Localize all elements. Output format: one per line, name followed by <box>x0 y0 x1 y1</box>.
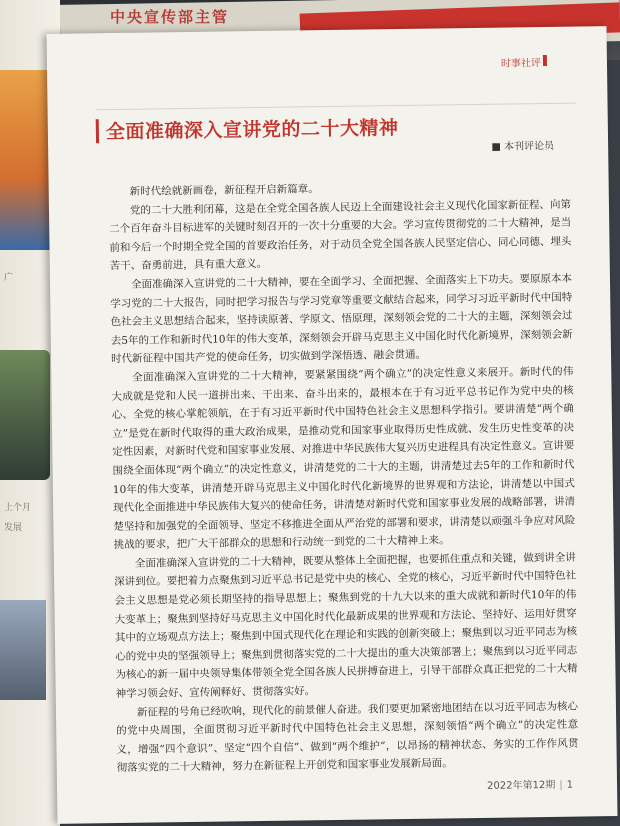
article-paragraph: 党的二十大胜利闭幕，这是在全党全国各族人民迈上全面建设社会主义现代化国家新征程、向第二个百年奋斗目标进军的关键时刻召开的一次十分重要的大会。学习宣传贯彻党的二十大精神，是当前和今后一个时期全党全国的首要政治任务，对于动员全党全国各族人民坚定信心、同心同德、埋头苦干、奋勇前进，具有重大意义。 <box>109 198 572 273</box>
section-label: 时事社评 <box>500 58 542 70</box>
article-paragraph: 全面准确深入宣讲党的二十大精神，既要从整体上全面把握，也要抓住重点和关键，做到讲全讲深讲到位。要把着力点聚焦到习近平总书记是党中央的核心、全党的核心，习近平新时代中国特色社会主义思想是党必须长期坚持的指导思想上；聚焦到党的十九大以来的重大成就和新时代10年的伟大变革上；聚焦到坚持好马克思主义中国化时代化最新成果的世界观和方法论、坚持好、运用好贯穿其中的立场观点方法上；聚焦到中国式现代化在理论和实践的创新突破上；聚焦到以习近平同志为核心的党中央的坚强领导上；聚焦到贯彻落实党的二十大提出的重大决策部署上；聚焦到以习近平同志为核心的新一届中央领导集体带领全党全国各族人民拼搏奋进上，引导干部群众真正把党的二十大精神学习领会好、宣传阐释好、贯彻落实好。 <box>114 551 578 701</box>
left-page-photo <box>0 600 46 700</box>
page-footer: 2022年第12期 | 1 <box>487 779 574 792</box>
left-page-fragment: 发展 <box>4 523 23 533</box>
left-page-photo <box>0 350 50 480</box>
article-paragraph: 全面准确深入宣讲党的二十大精神，要在全面学习、全面把握、全面落实上下功夫。要原原本本学习党的二十大报告，同时把学习报告与学习党章等重要文献结合起来，同学习习近平新时代中国特色社会主义思想结合起来，坚持读原著、学原文、悟原理，深刻领会党的二十大的主题，深刻领会过去5年的工作和新时代10年的伟大变革，深刻领会开辟马克思主义中国化时代化新境界，深刻领会新时代新征程中国共产党的使命任务，切实做到学深悟透、融会贯通。 <box>110 272 573 366</box>
left-page-fragment: 上个月 <box>4 503 32 513</box>
article-paragraph: 全面准确深入宣讲党的二十大精神，要紧紧围绕“两个确立”的决定性意义来展开。新时代的伟大成就是党和人民一道拼出来、干出来、奋斗出来的，最根本在于有习近平总书记作为党中央的核心、全党的核心掌舵领航，在于有习近平新时代中国特色社会主义思想科学指引。要讲清楚“两个确立”是党在新时代取得的重大政治成果，是推动党和国家事业取得历史性成就、发生历史性变革的决定性因素，对新时代党和国家事业发展、对推进中华民族伟大复兴历史进程具有决定性意义。宣讲要围绕全面体现“两个确立”的决定性意义，讲清楚党的二十大的主题，讲清楚过去5年的工作和新时代10年的伟大变革，讲清楚开辟马克思主义中国化时代化新境界的世界观和方法论，讲清楚以中国式现代化全面推进中华民族伟大复兴的使命任务，讲清楚对新时代党和国家事业发展的战略部署，讲清楚坚持和加强党的全面领导、坚定不移推进全面从严治党的部署和要求，讲清楚以顽强斗争应对风险挑战的要求，把广大干部群众的思想和行动统一到党的二十大精神上来。 <box>111 365 576 552</box>
issue-label: 2022年第12期 <box>487 779 556 792</box>
left-page-photo <box>0 70 52 250</box>
title-accent-bar <box>96 119 99 143</box>
article-title: 全面准确深入宣讲党的二十大精神 <box>105 117 399 144</box>
left-page-fragment: 广 <box>4 273 14 283</box>
background-magazine-title: 中央宣传部主管 <box>110 8 230 26</box>
section-marker <box>543 55 547 66</box>
page-number: 1 <box>566 779 574 791</box>
article-byline: ■ 本刊评论员 <box>491 140 555 153</box>
magazine-page <box>47 26 618 824</box>
article-paragraph: 新时代绘就新画卷，新征程开启新篇章。 <box>129 183 319 198</box>
article-body <box>109 177 579 778</box>
article-paragraph: 新征程的号角已经吹响，现代化的前景催人奋进。我们要更加紧密地团结在以习近平同志为核心的党中央周围，全面贯彻习近平新时代中国特色社会主义思想，深刻领悟“两个确立”的决定性意义，增强“四个意识”、坚定“四个自信”、做到“两个维护”，以昂扬的精神状态、务实的工作作风贯彻落实党的二十大精神，努力在新征程上开创党和国家事业发展新局面。 <box>116 700 579 775</box>
